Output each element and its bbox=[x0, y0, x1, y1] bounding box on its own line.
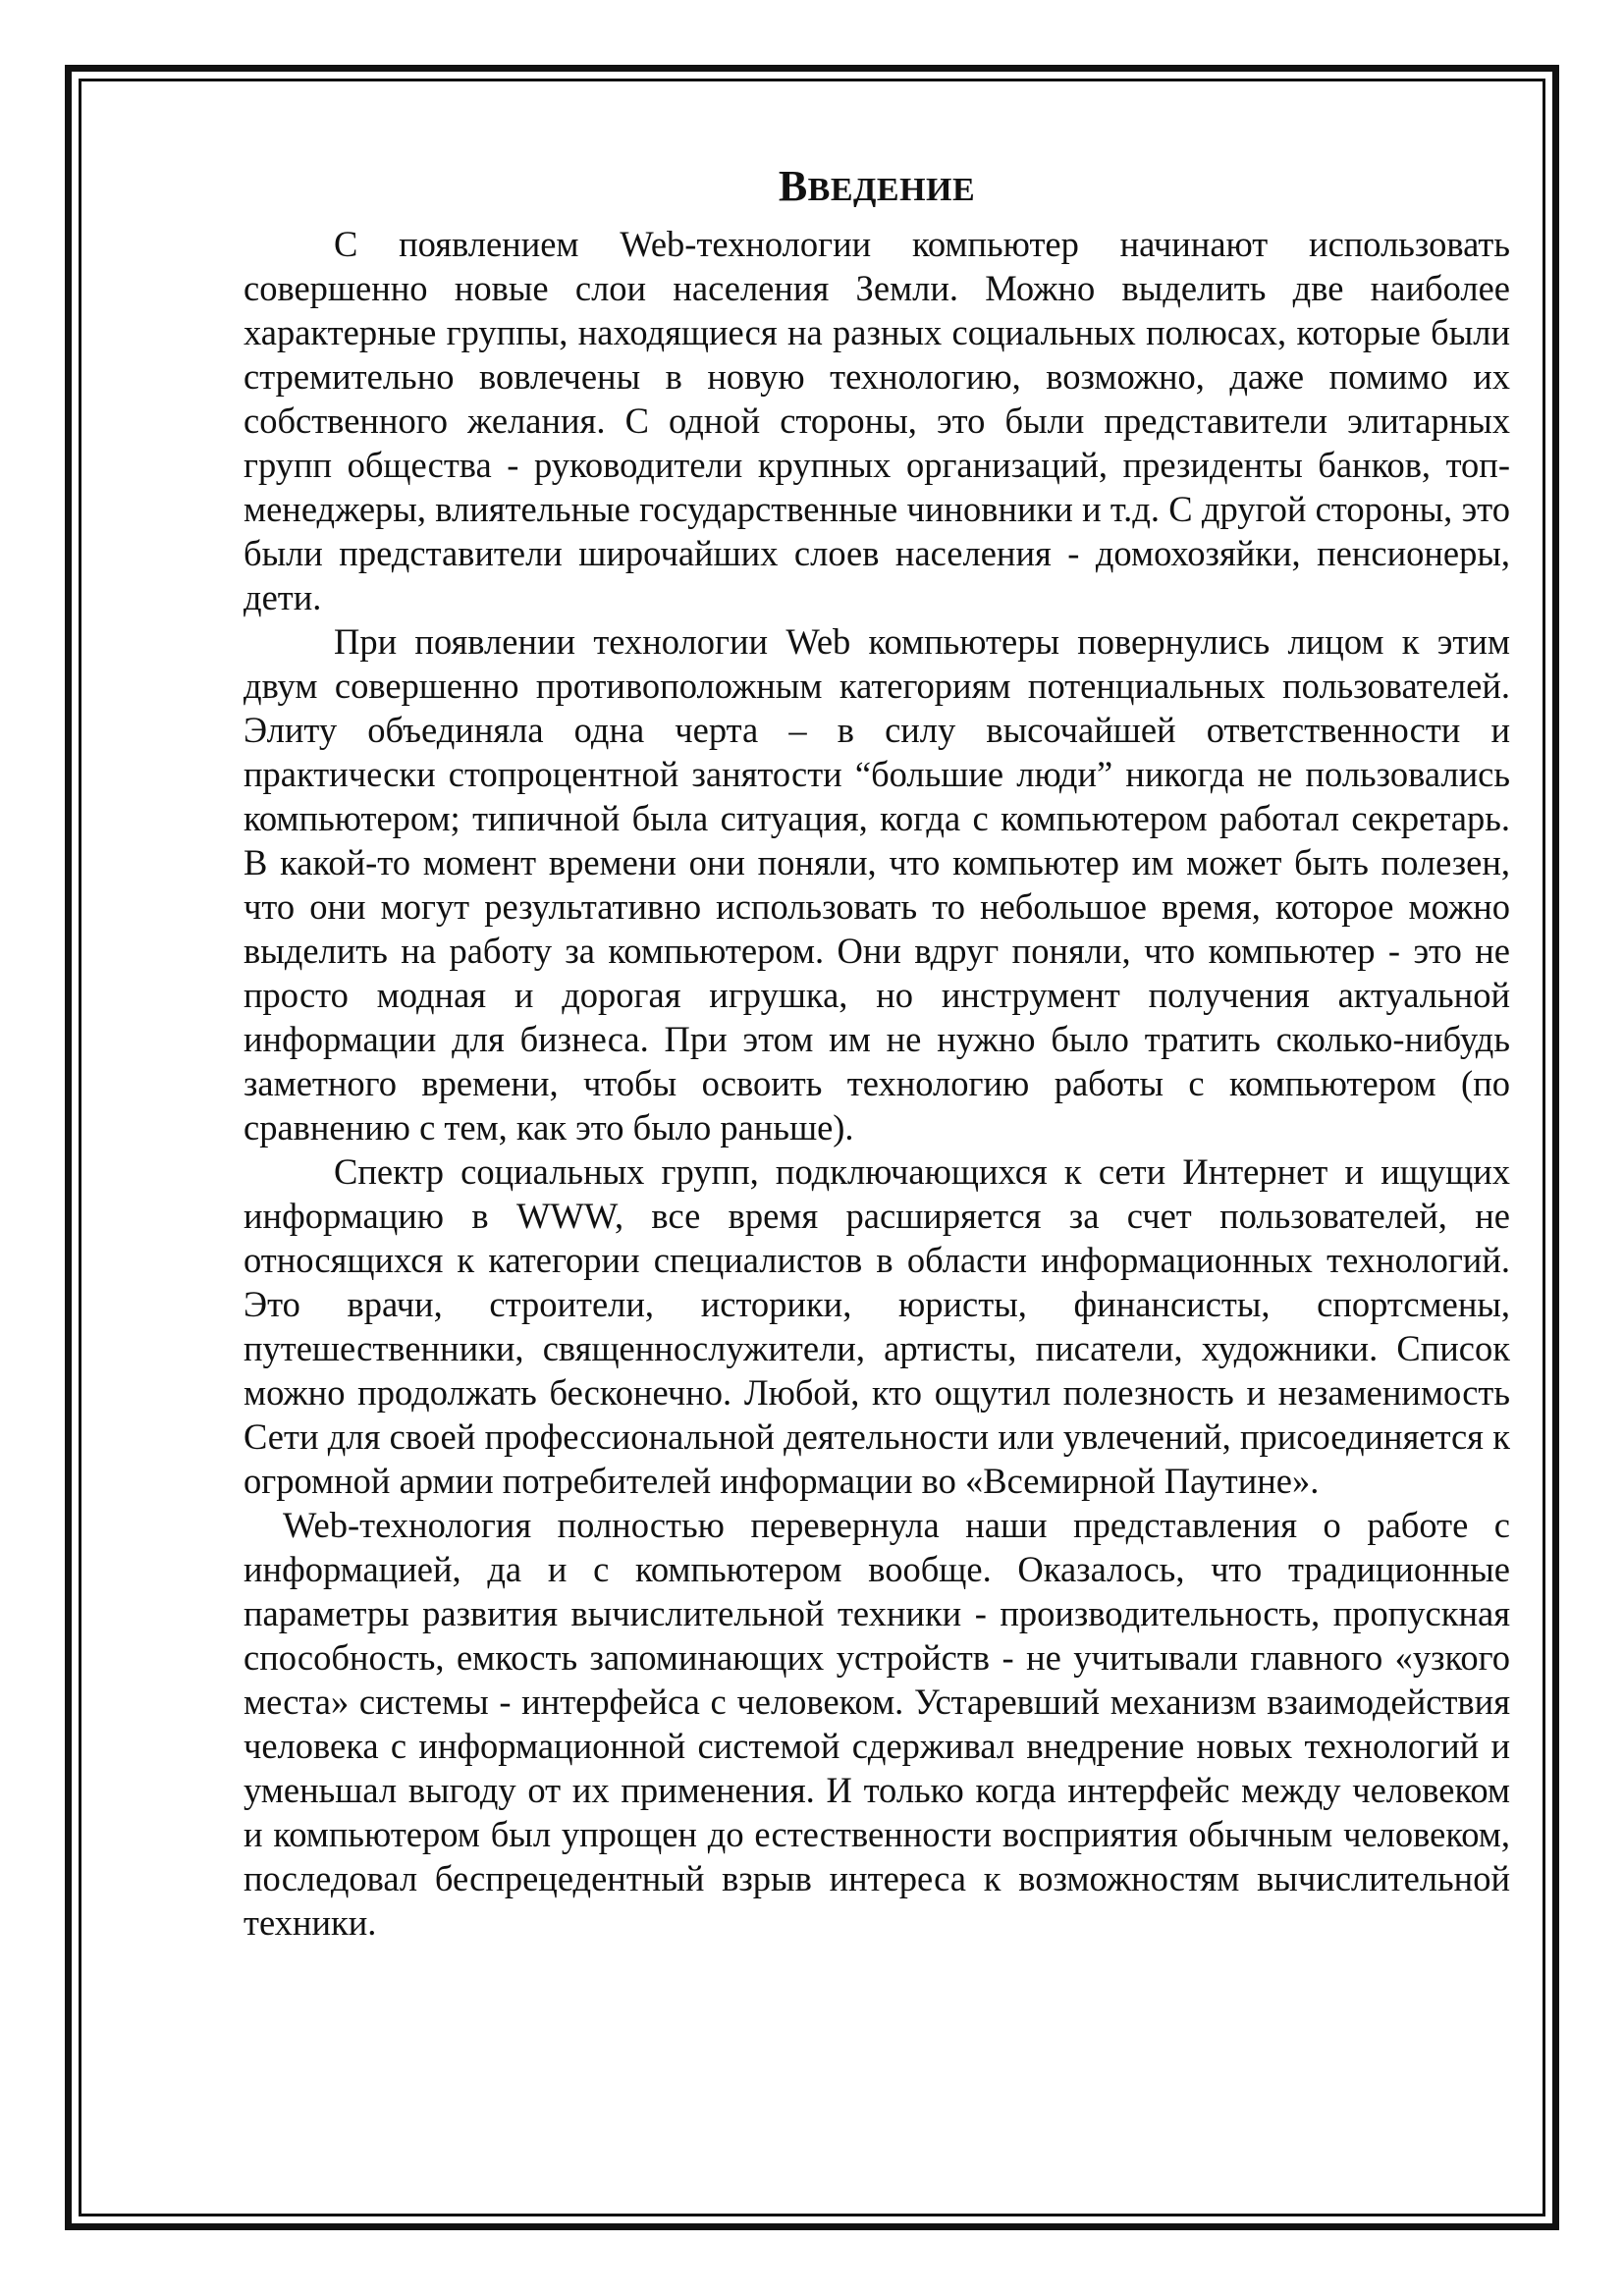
document-body bbox=[244, 157, 1510, 1945]
paragraph-3: Спектр социальных групп, подключающихся к сети Интернет и ищущих информацию в WWW, все время расширяется за счет пользователей, не относящихся к категории специалистов в области информационных технологий. Это врачи, строители, историки, юристы, финансисты, спортсмены, путешественники, священнослужители, артисты, писатели, художники. Список можно продолжать бесконечно. Любой, кто ощутил полезность и незаменимость Сети для своей профессиональной деятельности или увлечений, присоединяется к огромной армии потребителей информации во «Всемирной Паутине». bbox=[244, 1151, 1510, 1501]
paragraph-1: С появлением Web-технологии компьютер начинают использовать совершенно новые слои населения Земли. Можно выделить две наиболее характерные группы, находящиеся на разных социальных полюсах, которые были стремительно вовлечены в новую технологию, возможно, даже помимо их собственного желания. С одной стороны, это были представители элитарных групп общества - руководители крупных организаций, президенты банков, топ- менеджеры, влиятельные государственные чиновники и т.д. С другой стороны, это были представители широчайших слоев населения - домохозяйки, пенсионеры, дети. bbox=[244, 224, 1510, 617]
paragraph-2: При появлении технологии Web компьютеры повернулись лицом к этим двум совершенно противоположным категориям потенциальных пользователей. Элиту объединяла одна черта – в силу высочайшей ответственности и практически стопроцентной занятости “большие люди” никогда не пользовались компьютером; типичной была ситуация, когда с компьютером работал секретарь. В какой-то момент времени они поняли, что компьютер им может быть полезен, что они могут результативно использовать то небольшое время, которое можно выделить на работу за компьютером. Они вдруг поняли, что компьютер - это не просто модная и дорогая игрушка, но инструмент получения актуальной информации для бизнеса. При этом им не нужно было тратить сколько-нибудь заметного времени, чтобы освоить технологию работы с компьютером (по сравнению с тем, как это было раньше). bbox=[244, 621, 1510, 1148]
title-initial: В bbox=[778, 162, 808, 210]
title-rest: ВЕДЕНИЕ bbox=[807, 172, 976, 208]
page-title bbox=[244, 157, 1510, 220]
paragraph-4: Web-технология полностью перевернула наши представления о работе с информацией, да и с компьютером вообще. Оказалось, что традиционные параметры развития вычислительной техники - производительность, пропускная способность, емкость запоминающих устройств - не учитывали главного «узкого места» системы - интерфейса с человеком. Устаревший механизм взаимодействия человека с информационной системой сдерживал внедрение новых технологий и уменьшал выгоду от их применения. И только когда интерфейс между человеком и компьютером был упрощен до естественности восприятия обычным человеком, последовал беспрецедентный взрыв интереса к возможностям вычислительной техники. bbox=[244, 1505, 1510, 1943]
